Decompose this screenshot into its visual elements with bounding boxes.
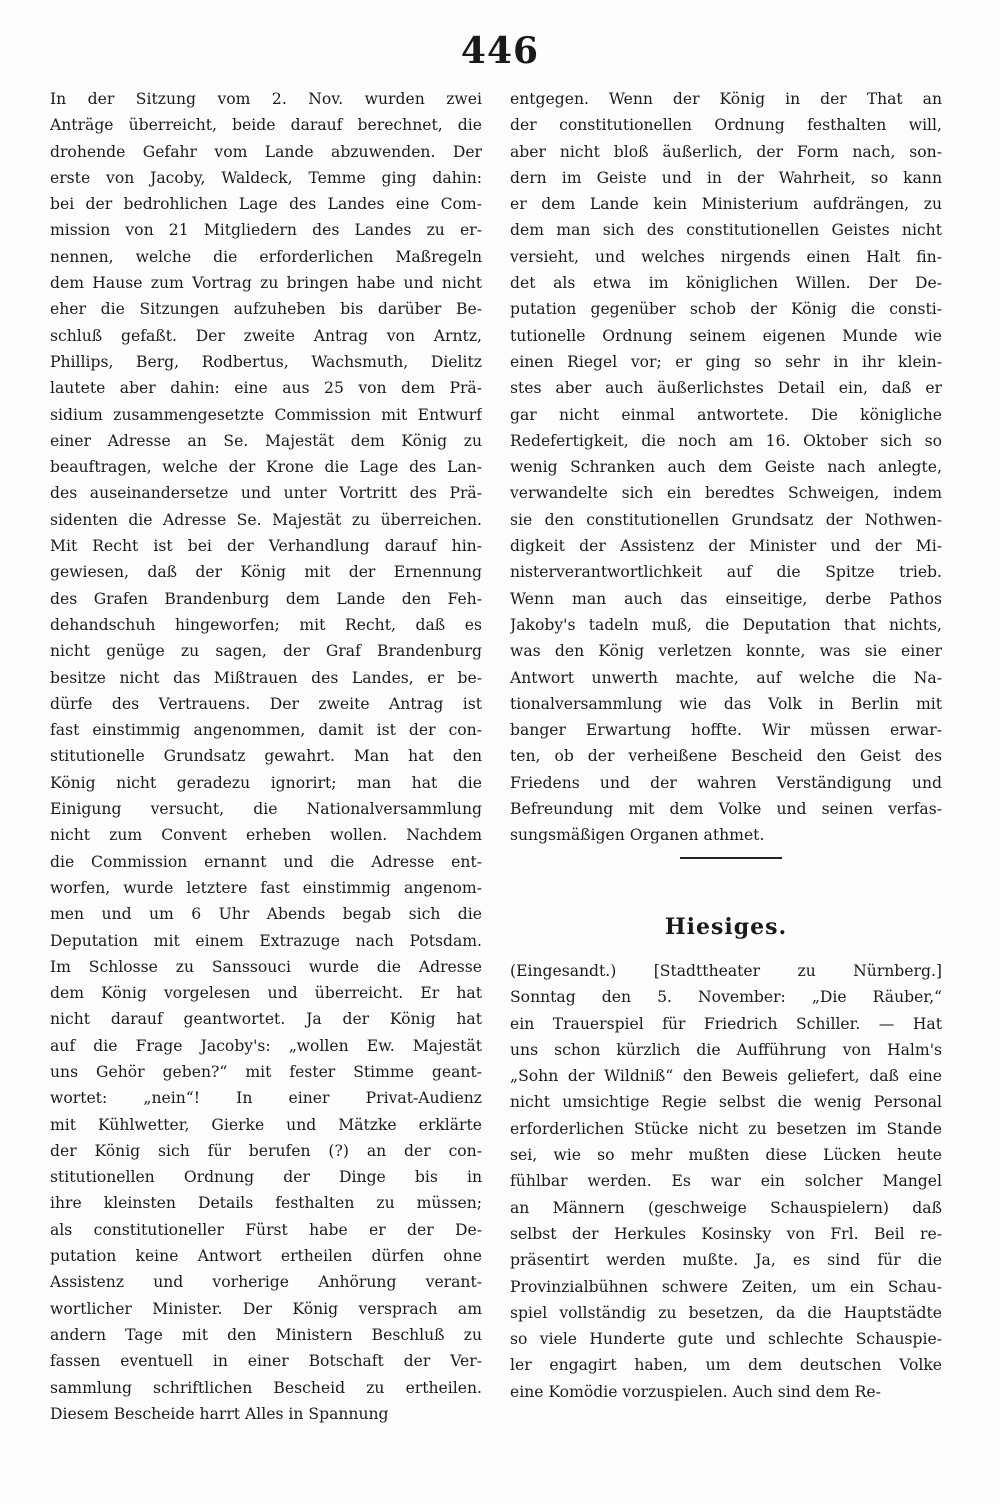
text-line: mit Kühlwetter, Gierke und Mätzke erklärte — [50, 1115, 482, 1134]
text-line: nennen, welche die erforderlichen Maßregeln — [50, 247, 482, 266]
text-line: stes aber auch äußerlichstes Detail ein, daß er — [510, 379, 942, 398]
text-line: Jakoby's tadeln muß, die Deputation that nichts, — [510, 615, 942, 634]
right-column — [510, 86, 942, 849]
text-line: bei der bedrohlichen Lage des Landes eine Com- — [50, 195, 482, 214]
text-line: uns schon kürzlich die Aufführung von Halm's — [510, 1040, 942, 1059]
text-line: Wenn man auch das einseitige, derbe Pathos — [510, 589, 942, 608]
text-line: dern im Geiste und in der Wahrheit, so kann — [510, 168, 942, 187]
text-line: putation gegenüber schob der König die consti- — [510, 300, 942, 319]
section-heading: Hiesiges. — [664, 914, 788, 940]
text-line: König nicht geradezu ignorirt; man hat die — [50, 773, 482, 792]
text-line: nicht genüge zu sagen, der Graf Brandenburg — [50, 642, 482, 661]
text-line: was den König verletzen konnte, was sie einer — [510, 642, 942, 661]
text-line: eine Komödie vorzuspielen. Auch sind dem Re- — [510, 1382, 881, 1401]
text-line: det als etwa im königlichen Willen. Der De- — [510, 274, 942, 293]
text-line: tionalversammlung wie das Volk in Berlin mit — [510, 694, 942, 713]
text-line: entgegen. Wenn der König in der That an — [510, 90, 942, 108]
text-line: gewiesen, daß der König mit der Ernennung — [50, 563, 482, 582]
text-line: Diesem Bescheide harrt Alles in Spannung — [50, 1404, 389, 1423]
text-line: nisterverantwortlichkeit auf die Spitze trieb. — [510, 563, 942, 582]
text-line: worfen, wurde letztere fast einstimmig angenom- — [50, 878, 482, 897]
text-line: Redefertigkeit, die noch am 16. Oktober sich so — [510, 431, 942, 450]
text-line: (Eingesandt.) [Stadttheater zu Nürnberg.] — [510, 962, 942, 980]
text-line: des auseinandersetze und unter Vortritt des Prä- — [50, 484, 482, 503]
text-line: er dem Lande kein Ministerium aufdrängen, zu — [510, 195, 942, 214]
text-line: nicht darauf geantwortet. Ja der König hat — [50, 1010, 482, 1029]
text-line: lautete aber dahin: eine aus 25 von dem Prä- — [50, 379, 482, 398]
text-line: sungsmäßigen Organen athmet. — [510, 826, 765, 845]
text-line: wortet: „nein“! In einer Privat-Audienz — [50, 1089, 482, 1108]
text-line: versieht, und welches nirgends einen Halt fin- — [510, 247, 942, 266]
text-line: Phillips, Berg, Rodbertus, Wachsmuth, Dielitz — [50, 352, 482, 371]
text-line: schluß gefaßt. Der zweite Antrag von Arntz, — [50, 326, 482, 345]
text-line: fühlbar werden. Es war ein solcher Mangel — [510, 1172, 942, 1191]
right-column-section — [510, 958, 942, 1405]
text-line: sidium zusammengesetzte Commission mit Entwurf — [50, 405, 482, 424]
text-line: sie den constitutionellen Grundsatz der Nothwen- — [510, 510, 942, 529]
section-divider — [680, 857, 782, 859]
text-line: aber nicht bloß äußerlich, der Form nach, son- — [510, 142, 942, 161]
text-line: gar nicht einmal antwortete. Die königliche — [510, 405, 942, 424]
text-line: dürfe des Vertrauens. Der zweite Antrag ist — [50, 694, 482, 713]
text-line: drohende Gefahr vom Lande abzuwenden. Der — [50, 142, 482, 161]
text-line: tutionelle Ordnung seinem eigenen Munde wie — [510, 326, 942, 345]
left-column — [50, 86, 482, 1427]
text-line: men und um 6 Uhr Abends begab sich die — [50, 905, 482, 924]
text-line: einen Riegel vor; er ging so sehr in ihr klein- — [510, 352, 942, 371]
text-line: sei, wie so mehr mußten diese Lücken heute — [510, 1146, 942, 1165]
text-line: als constitutioneller Fürst habe er der De- — [50, 1220, 482, 1239]
text-line: besitze nicht das Mißtrauen des Landes, er be- — [50, 668, 482, 687]
text-line: Friedens und der wahren Verständigung und — [510, 773, 942, 792]
text-line: selbst der Herkules Kosinsky von Frl. Beil re- — [510, 1224, 942, 1243]
text-line: eher die Sitzungen aufzuheben bis darüber Be- — [50, 300, 482, 319]
text-line: nicht umsichtige Regie selbst die wenig Personal — [510, 1093, 942, 1112]
text-line: ihre kleinsten Details festhalten zu müssen; — [50, 1194, 482, 1213]
text-line: nicht zum Convent erheben wollen. Nachdem — [50, 826, 482, 845]
text-line: digkeit der Assistenz der Minister und der Mi- — [510, 537, 942, 556]
text-line: auf die Frage Jacoby's: „wollen Ew. Majestät — [50, 1036, 482, 1055]
text-line: verwandelte sich ein beredtes Schweigen, indem — [510, 484, 942, 503]
text-line: der constitutionellen Ordnung festhalten will, — [510, 116, 942, 135]
text-line: ein Trauerspiel für Friedrich Schiller. — Hat — [510, 1014, 942, 1033]
text-line: dem Hause zum Vortrag zu bringen habe und nicht — [50, 274, 482, 293]
text-line: erforderlichen Stücke nicht zu besetzen im Stande — [510, 1119, 942, 1138]
text-line: stitutionelle Grundsatz gewahrt. Man hat den — [50, 747, 482, 766]
text-line: banger Erwartung hoffte. Wir müssen erwar- — [510, 721, 942, 740]
text-line: dem man sich des constitutionellen Geistes nicht — [510, 221, 942, 240]
text-line: dem König vorgelesen und überreicht. Er hat — [50, 984, 482, 1003]
text-line: ten, ob der verheißene Bescheid den Geist des — [510, 747, 942, 766]
text-line: spiel vollständig zu besetzen, da die Hauptstädte — [510, 1303, 942, 1322]
text-line: stitutionellen Ordnung der Dinge bis in — [50, 1168, 482, 1187]
text-line: fast einstimmig angenommen, damit ist der con- — [50, 721, 482, 740]
text-line: sammlung schriftlichen Bescheid zu ertheilen. — [50, 1378, 482, 1397]
text-line: Mit Recht ist bei der Verhandlung darauf hin- — [50, 537, 482, 556]
text-line: dehandschuh hingeworfen; mit Recht, daß es — [50, 615, 482, 634]
text-line: einer Adresse an Se. Majestät dem König zu — [50, 431, 482, 450]
text-line: erste von Jacoby, Waldeck, Temme ging dahin: — [50, 168, 482, 187]
text-line: präsentirt werden mußte. Ja, es sind für die — [510, 1251, 942, 1270]
text-line: fassen eventuell in einer Botschaft der Ver- — [50, 1352, 482, 1371]
text-line: Im Schlosse zu Sanssouci wurde die Adresse — [50, 957, 482, 976]
text-line: „Sohn der Wildniß“ den Beweis geliefert, daß eine — [510, 1067, 942, 1086]
text-line: andern Tage mit den Ministern Beschluß zu — [50, 1325, 482, 1344]
text-line: die Commission ernannt und die Adresse ent- — [50, 852, 482, 871]
text-line: Befreundung mit dem Volke und seinen verfas- — [510, 800, 942, 819]
text-line: Antwort unwerth machte, auf welche die Na- — [510, 668, 942, 687]
text-line: Deputation mit einem Extrazuge nach Potsdam. — [50, 931, 482, 950]
text-line: Anträge überreicht, beide darauf berechnet, die — [50, 116, 482, 135]
text-line: des Grafen Brandenburg dem Lande den Feh- — [50, 589, 482, 608]
text-line: putation keine Antwort ertheilen dürfen ohne — [50, 1247, 482, 1266]
text-line: der König sich für berufen (?) an der con- — [50, 1141, 482, 1160]
text-line: beauftragen, welche der Krone die Lage des Lan- — [50, 458, 482, 477]
text-line: so viele Hunderte gute und schlechte Schauspie- — [510, 1330, 942, 1349]
page-number: 446 — [460, 30, 540, 72]
text-line: Sonntag den 5. November: „Die Räuber,“ — [510, 988, 942, 1007]
text-line: Assistenz und vorherige Anhörung verant- — [50, 1273, 482, 1292]
text-line: mission von 21 Mitgliedern des Landes zu er- — [50, 221, 482, 240]
text-line: an Männern (geschweige Schauspielern) daß — [510, 1198, 942, 1217]
text-line: uns Gehör geben?“ mit fester Stimme geant- — [50, 1062, 482, 1081]
text-line: ler engagirt haben, um dem deutschen Volke — [510, 1356, 942, 1375]
text-line: wortlicher Minister. Der König versprach am — [50, 1299, 482, 1318]
text-line: wenig Schranken auch dem Geiste nach anlegte, — [510, 458, 942, 477]
text-line: sidenten die Adresse Se. Majestät zu überreichen. — [50, 510, 482, 529]
text-line: In der Sitzung vom 2. Nov. wurden zwei — [50, 90, 482, 108]
text-line: Provinzialbühnen schwere Zeiten, um ein Schau- — [510, 1277, 942, 1296]
text-line: Einigung versucht, die Nationalversammlung — [50, 800, 482, 819]
